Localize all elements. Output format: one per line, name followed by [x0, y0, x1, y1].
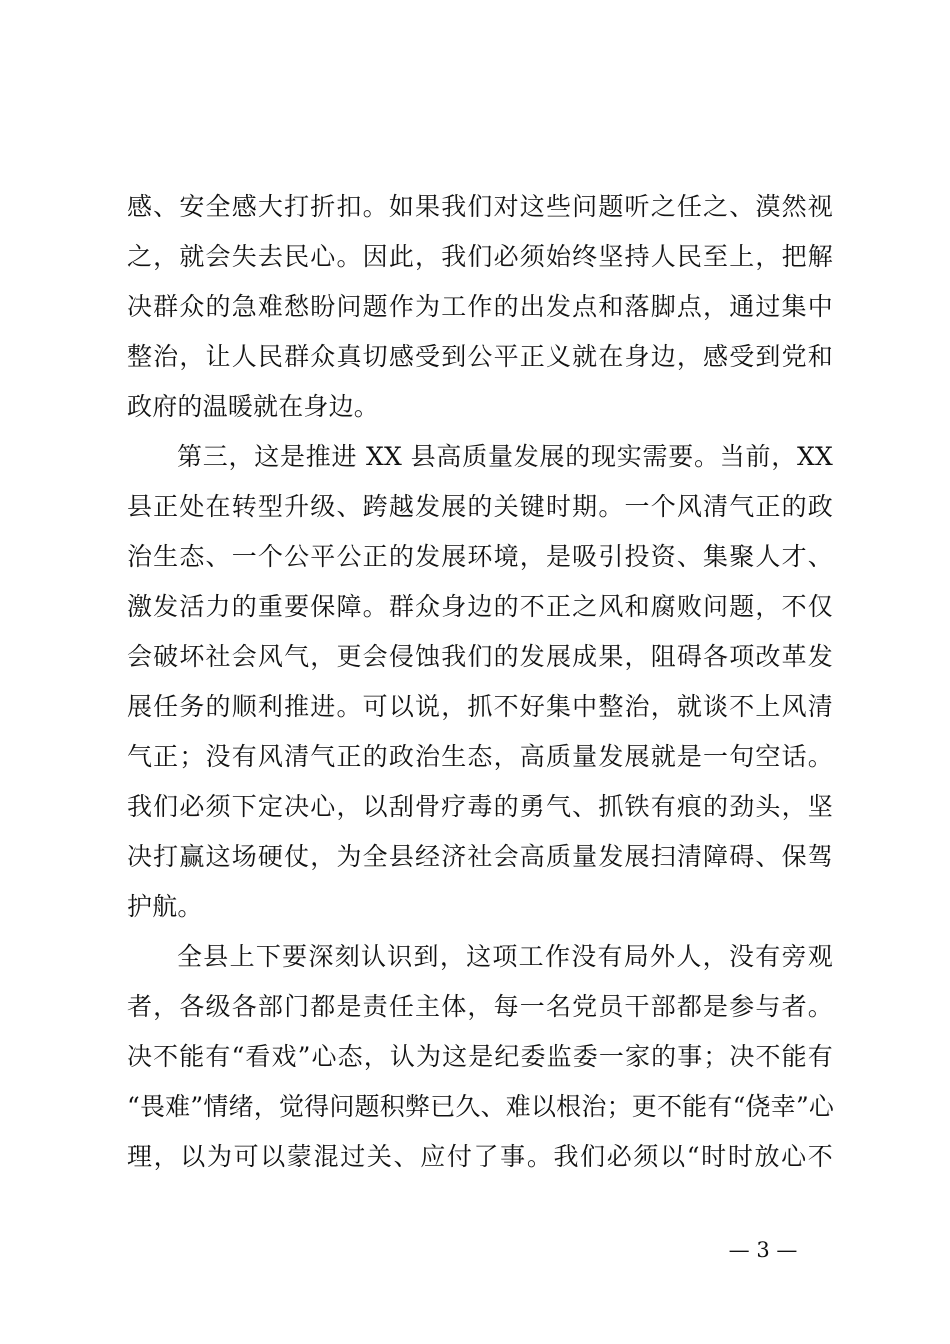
- text-line: 决不能有“看戏”心态，认为这是纪委监委一家的事；决不能有: [127, 1042, 833, 1071]
- text-line: 县正处在转型升级、跨越发展的关键时期。一个风清气正的政: [127, 492, 833, 521]
- page-number: — 3 —: [728, 1238, 798, 1262]
- text-line: 决打赢这场硬仗，为全县经济社会高质量发展扫清障碍、保驾: [127, 842, 833, 871]
- text-line: 我们必须下定决心，以刮骨疗毒的勇气、抓铁有痕的劲头，坚: [127, 792, 833, 821]
- text-line: 感、安全感大打折扣。如果我们对这些问题听之任之、漠然视: [127, 192, 833, 221]
- paragraph-start-line: 全县上下要深刻认识到，这项工作没有局外人，没有旁观: [177, 942, 833, 971]
- paragraph-start-line: 第三，这是推进 XX 县高质量发展的现实需要。当前，XX: [177, 442, 833, 471]
- body-text: [127, 182, 833, 1182]
- text-line: 整治，让人民群众真切感受到公平正义就在身边，感受到党和: [127, 342, 833, 371]
- text-line: 理，以为可以蒙混过关、应付了事。我们必须以“时时放心不: [127, 1142, 833, 1171]
- text-line: 展任务的顺利推进。可以说，抓不好集中整治，就谈不上风清: [127, 692, 833, 721]
- text-line: 治生态、一个公平公正的发展环境，是吸引投资、集聚人才、: [127, 542, 833, 571]
- text-line: 激发活力的重要保障。群众身边的不正之风和腐败问题，不仅: [127, 592, 833, 621]
- text-line: 者，各级各部门都是责任主体，每一名党员干部都是参与者。: [127, 992, 833, 1021]
- text-line: 气正；没有风清气正的政治生态，高质量发展就是一句空话。: [127, 742, 833, 771]
- text-line: 会破坏社会风气，更会侵蚀我们的发展成果，阻碍各项改革发: [127, 642, 833, 671]
- text-line: 决群众的急难愁盼问题作为工作的出发点和落脚点，通过集中: [127, 292, 833, 321]
- text-line: 护航。: [127, 892, 203, 921]
- text-line: 政府的温暖就在身边。: [127, 392, 380, 421]
- text-line: “畏难”情绪，觉得问题积弊已久、难以根治；更不能有“侥幸”心: [127, 1092, 835, 1121]
- text-line: 之，就会失去民心。因此，我们必须始终坚持人民至上，把解: [127, 242, 833, 271]
